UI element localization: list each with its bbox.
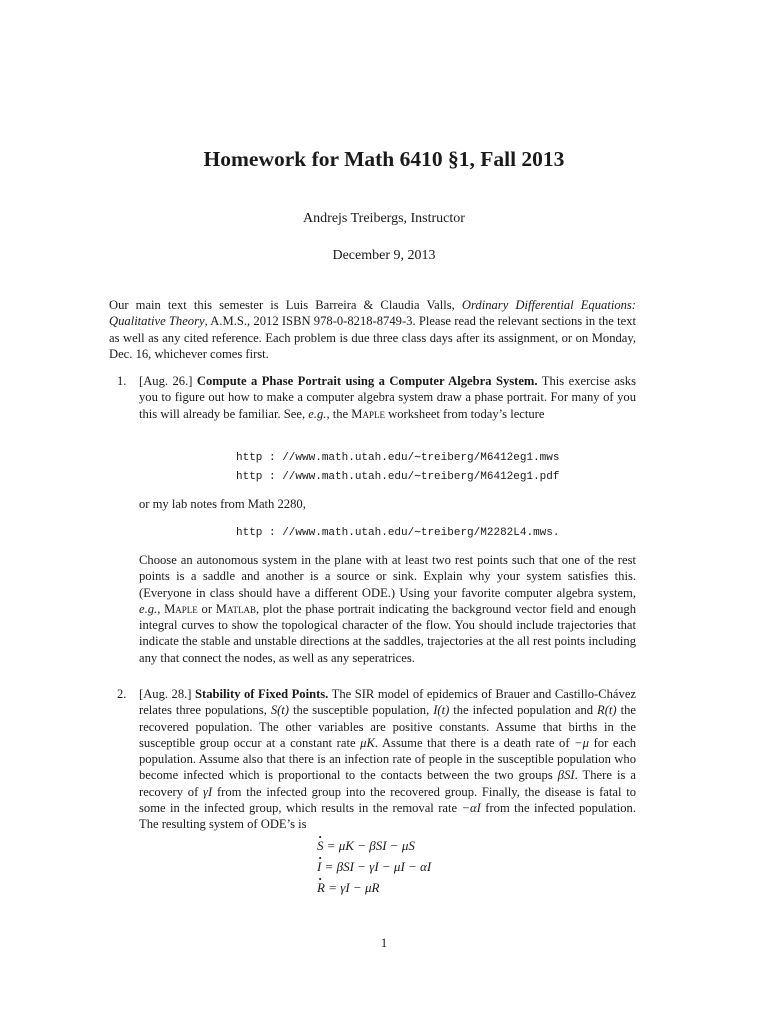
problem-2-body — [139, 686, 636, 833]
problem-1-number: 1. — [117, 374, 127, 388]
eg-abbrev: e.g. — [308, 406, 327, 421]
problem-2-t9: from the infected population. The resulting system of ODE’s is — [139, 801, 636, 832]
intro-text-1: Our main text this semester is Luis Barreira & Claudia Valls, — [109, 298, 462, 312]
var-beta-si: βSI — [557, 768, 575, 783]
equation-r-dot — [317, 880, 379, 896]
var-gamma-i: γI — [203, 784, 213, 799]
eg-abbrev-2: e.g. — [139, 601, 158, 616]
problem-1-text-c: worksheet from today’s lecture — [385, 406, 545, 421]
lab-notes-line: or my lab notes from Math 2280, — [139, 497, 306, 511]
problem-2-date: [Aug. 28.] — [139, 687, 192, 701]
problem-2-t4: the recovered population. The other variables are positive constants. Assume that births in the susceptible group occur at a constant rate — [139, 703, 636, 750]
equation-s-dot — [317, 838, 415, 854]
matlab-name: Matlab — [215, 601, 256, 616]
problem-1-body-d: , plot the phase portrait indicating the background vector field and enough integral curves to show the topological character of the flow. You should include trajectories that indicate the stable and unstable directions at the saddles, trajectories at the all rest points including any that connect the nodes, as well as any seperatrices. — [139, 601, 636, 665]
var-mu-k: μK — [360, 735, 375, 750]
var-neg-mu: −μ — [574, 735, 589, 750]
url-link-1[interactable]: http : //www.math.utah.edu/∼treiberg/M6412eg1.mws — [236, 452, 560, 464]
problem-1-body-a: Choose an autonomous system in the plane with at least two rest points such that one of the rest points is a saddle and another is a source or sink. Explain why your system satisfies this. (Everyone in class should have a different ODE.) Using your favorite computer algebra system, — [139, 553, 636, 600]
problem-1-date: [Aug. 26.] — [139, 374, 193, 388]
problem-1-body-b: , — [157, 601, 165, 616]
eq1-rhs: = μK − βSI − μS — [323, 838, 415, 853]
eq1-lhs: · S — [317, 838, 324, 854]
page-number: 1 — [380, 936, 388, 950]
problem-2-t3: the infected population and — [449, 703, 598, 718]
var-r: R(t) — [597, 703, 617, 718]
author-line: Andrejs Treibergs, Instructor — [303, 211, 465, 226]
intro-text-2: , A.M.S., 2012 ISBN 978-0-8218-8749-3. Please read the relevant sections in the text as well as any cited reference. Each problem is due three class days after its assignment, or on Monday, Dec. 16, whichever comes first. — [109, 314, 636, 361]
url-link-2[interactable]: http : //www.math.utah.edu/∼treiberg/M6412eg1.pdf — [236, 471, 560, 483]
problem-2-t6: for each population. Assume also that there is an infection rate of people in the susceptible population who become infected which is proportional to the contacts between the two groups — [139, 735, 636, 783]
eq2-lhs: · I — [317, 859, 321, 875]
problem-2-t7: . There is a recovery of — [139, 768, 637, 799]
problem-2-number: 2. — [117, 687, 127, 701]
eq2-rhs: = βSI − γI − μI − αI — [321, 859, 432, 874]
problem-1-text-a: This exercise asks you to figure out how to make a computer algebra system draw a phase portrait. For many of you this will already be familiar. See, — [139, 374, 637, 421]
eq3-lhs: · R — [317, 880, 325, 896]
problem-2-t5: . Assume that there is a death rate of — [374, 735, 575, 750]
problem-1-intro — [139, 373, 636, 422]
problem-2-t2: the susceptible population, — [289, 703, 434, 718]
problem-1-body — [139, 552, 636, 666]
maple-name: Maple — [351, 406, 385, 421]
date-line: December 9, 2013 — [332, 248, 436, 263]
problem-2-heading: Stability of Fixed Points. — [195, 687, 329, 701]
eq3-rhs: = γI − μR — [324, 880, 380, 895]
problem-2-t8: from the infected group into the recovered group. Finally, the disease is fatal to some in the infected group, which results in the removal rate — [139, 784, 636, 816]
problem-1-body-c: or — [197, 601, 216, 616]
var-alpha-i: −αI — [461, 801, 481, 816]
problem-1-heading: Compute a Phase Portrait using a Computer Algebra System. — [196, 374, 538, 388]
document-title: Homework for Math 6410 §1, Fall 2013 — [203, 147, 565, 171]
var-i: I(t) — [433, 703, 450, 718]
url-link-3[interactable]: http : //www.math.utah.edu/∼treiberg/M2282L4.mws. — [236, 527, 560, 539]
problem-2-t1: The SIR model of epidemics of Brauer and Castillo-Chávez relates three populations, — [139, 687, 636, 718]
book-title: Ordinary Differential Equations: Qualitative Theory — [109, 298, 637, 329]
maple-name-2: Maple — [164, 601, 198, 616]
equation-i-dot — [317, 859, 431, 875]
intro-paragraph — [109, 297, 636, 362]
problem-1-text-b: , the — [326, 406, 352, 421]
var-s: S(t) — [270, 703, 289, 718]
